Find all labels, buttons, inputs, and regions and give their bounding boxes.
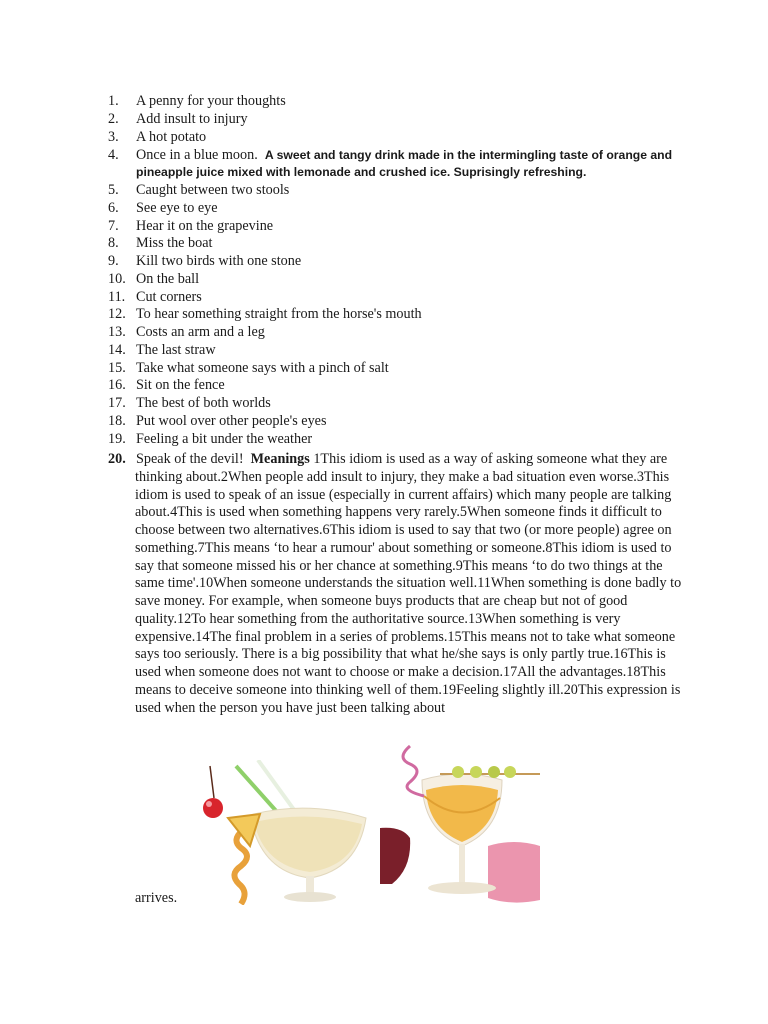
list-text: On the ball [136,271,200,287]
list-text: A penny for your thoughts [136,93,286,109]
list-text: The last straw [136,342,216,358]
list-number: 3. [108,129,119,145]
list-item [108,218,273,236]
list-text: Kill two birds with one stone [136,253,302,269]
list-item [108,306,422,324]
list-item [108,129,206,147]
meanings-text-end: arrives. [135,890,178,906]
list-text: Caught between two stools [136,182,290,198]
list-text: Take what someone says with a pinch of salt [136,360,389,376]
list-text: A hot potato [136,129,207,145]
list-number: 5. [108,182,119,198]
list-item [108,147,672,165]
list-item [108,413,327,431]
list-item [108,395,271,413]
list-number: 6. [108,200,119,216]
list-text: The best of both worlds [136,395,271,411]
list-item [108,253,301,271]
list-item [108,182,289,200]
list-text: See eye to eye [136,200,218,216]
list-item [108,342,216,360]
list-text: Cut corners [136,289,202,305]
list-number: 20. [108,451,126,467]
list-text: To hear something straight from the horse's mouth [136,306,422,322]
list-number: 17. [108,395,126,411]
cocktail-margarita-image [188,760,378,905]
list-text: Miss the boat [136,235,213,251]
list-text: Feeling a bit under the weather [136,431,313,447]
meanings-label: Meanings [250,451,310,467]
list-item-continuation [136,164,586,182]
list-item [108,271,199,289]
list-text: Speak of the devil! [136,451,244,467]
list-item [108,377,225,395]
list-item [108,200,218,218]
list-number: 11. [108,289,126,305]
list-number: 14. [108,342,126,358]
list-text: Sit on the fence [136,377,225,393]
drink-description: A sweet and tangy drink made in the intermingling taste of orange and [264,148,673,162]
list-text: Put wool over other people's eyes [136,413,327,429]
list-item [108,431,312,449]
meanings-text: 1This idiom is used as a way of asking someone what they are thinking about.2When people add insult to injury, they make a bad situation even worse.3This idiom is used to speak of an issue (especially in current affairs) which many people are talking about.4This is used when something happens very rarely.5When someone finds it difficult to choose between two alternatives.6This idiom is used to say that two (or more people) agree on something.7This means ‘to hear a rumour' about something or someone.8This idiom is used to say that someone missed his or her chance at something.9This means ‘to do two things at the same time'.10When someone understands the situation well.11When something is done badly to save money. For example, when someone buys products that are cheap but not of good quality.12To hear something from the authoritative source.13When something is very expensive.14The final problem in a series of problems.15This means not to take what someone says too seriously. There is a big possibility that what he/she says is only partly true.16This is used when someone does not want to choose or make a decision.17All the advantages.18This means to deceive someone into thinking well of them.19Feeling slightly ill.20This expression is used when the person you have just been talking about [135,451,682,716]
list-number: 19. [108,431,126,447]
list-number: 8. [108,235,119,251]
list-text: Once in a blue moon. [136,147,258,163]
list-number: 7. [108,218,119,234]
drink-description-continued: pineapple juice mixed with lemonade and crushed ice. Suprisingly refreshing. [136,165,587,179]
list-text: Hear it on the grapevine [136,218,274,234]
list-text: Add insult to injury [136,111,248,127]
list-number: 1. [108,93,119,109]
meanings-paragraph [108,451,683,717]
list-item [108,360,389,378]
cocktail-wine-glasses-image [380,738,542,906]
list-text: Costs an arm and a leg [136,324,265,340]
list-number: 9. [108,253,119,269]
list-number: 16. [108,377,126,393]
list-number: 18. [108,413,126,429]
list-number: 4. [108,147,119,163]
list-item [108,289,202,307]
list-number: 15. [108,360,126,376]
list-item [108,111,248,129]
list-item [108,93,286,111]
list-item [108,235,212,253]
list-number: 10. [108,271,126,287]
list-number: 12. [108,306,126,322]
list-number: 13. [108,324,126,340]
list-item [108,324,265,342]
list-number: 2. [108,111,119,127]
